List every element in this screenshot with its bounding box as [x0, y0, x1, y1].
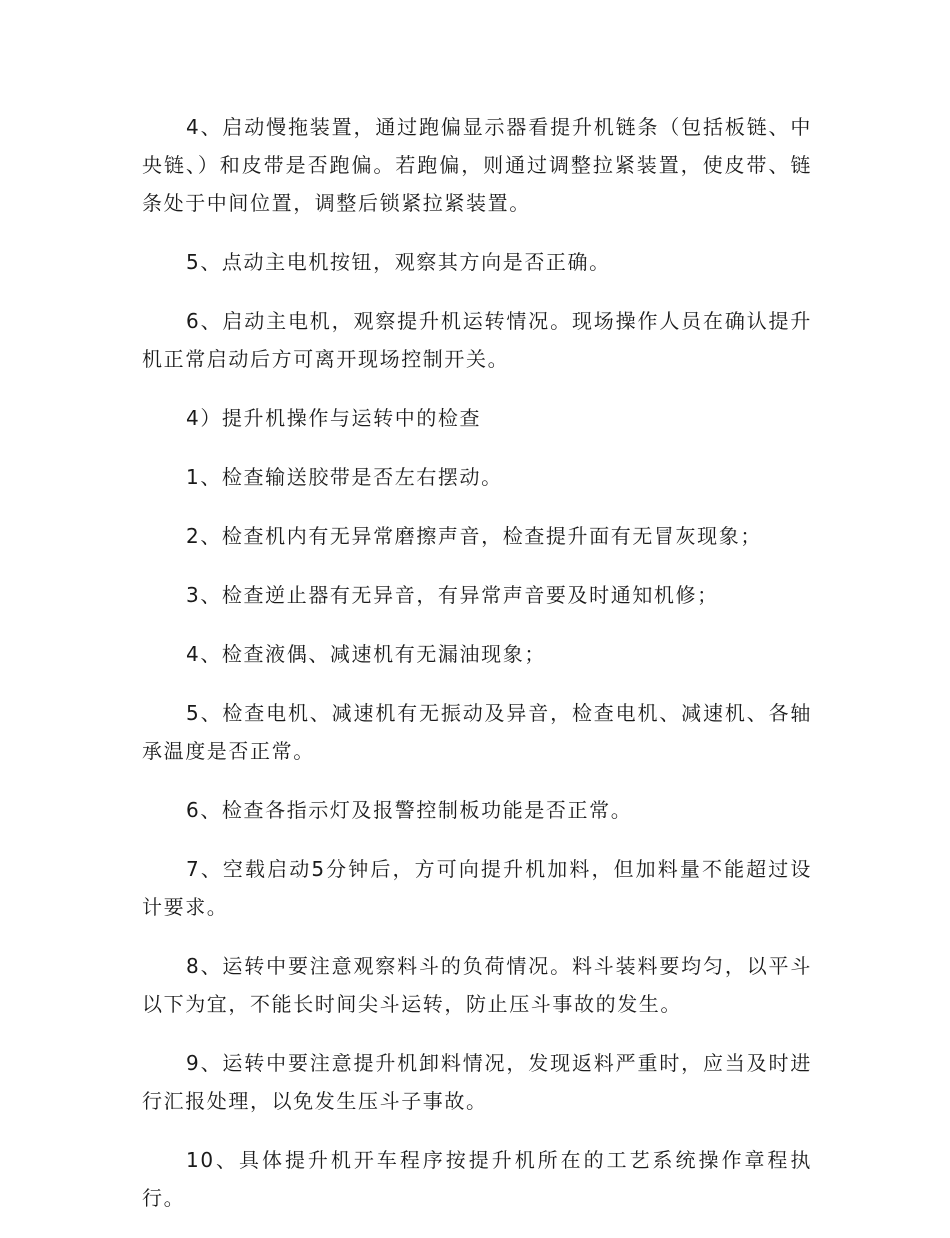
document-body: [142, 108, 812, 1238]
paragraph-check-5: 5、检查电机、减速机有无振动及异音，检查电机、减速机、各轴承温度是否正常。: [142, 701, 812, 763]
paragraph-step-5-jog-motor: 5、点动主电机按钮，观察其方向是否正确。: [186, 250, 611, 274]
paragraph-check-9: 9、运转中要注意提升机卸料情况，发现返料严重时，应当及时进行汇报处理，以免发生压斗子事故。: [142, 1051, 812, 1113]
paragraph-check-7: 7、空载启动5分钟后，方可向提升机加料，但加料量不能超过设计要求。: [142, 857, 812, 919]
section-heading-operation-checks: 4）提升机操作与运转中的检查: [186, 406, 482, 430]
paragraph-step-6-start-motor: 6、启动主电机，观察提升机运转情况。现场操作人员在确认提升机正常启动后方可离开现场控制开关。: [142, 309, 812, 371]
paragraph-step-4-slow-drive: 4、启动慢拖装置，通过跑偏显示器看提升机链条（包括板链、中央链、）和皮带是否跑偏。若跑偏，则通过调整拉紧装置，使皮带、链条处于中间位置，调整后锁紧拉紧装置。: [142, 115, 812, 215]
paragraph-check-2: 2、检查机内有无异常磨擦声音，检查提升面有无冒灰现象；: [186, 524, 762, 548]
paragraph-check-3: 3、检查逆止器有无异音，有异常声音要及时通知机修；: [186, 583, 719, 607]
paragraph-check-1: 1、检查输送胶带是否左右摆动。: [186, 465, 503, 489]
paragraph-check-8: 8、运转中要注意观察料斗的负荷情况。料斗装料要均匀，以平斗以下为宜，不能长时间尖斗运转，防止压斗事故的发生。: [142, 954, 812, 1016]
paragraph-check-6: 6、检查各指示灯及报警控制板功能是否正常。: [186, 798, 633, 822]
paragraph-check-10: 10、具体提升机开车程序按提升机所在的工艺系统操作章程执行。: [142, 1148, 812, 1210]
paragraph-check-4: 4、检查液偶、减速机有无漏油现象；: [186, 642, 546, 666]
